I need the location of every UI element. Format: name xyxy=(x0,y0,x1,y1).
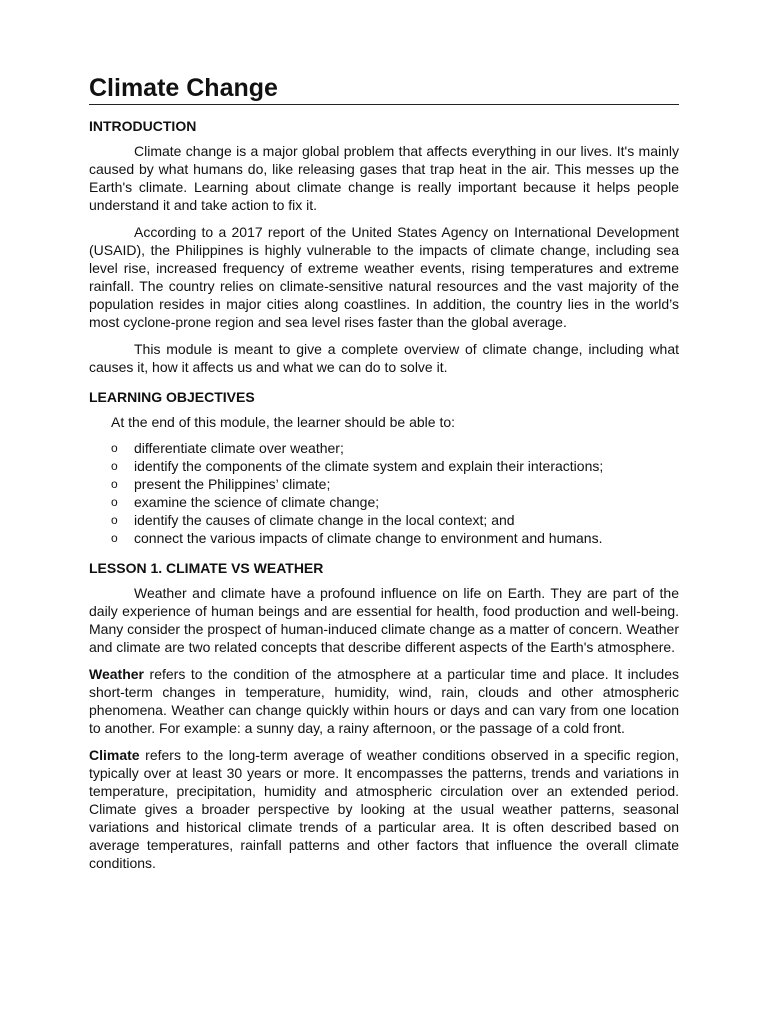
climate-definition-text: refers to the long-term average of weather conditions observed in a specific region, typically over at least 30 years or more. It encompasses the patterns, trends and variations in temperature, precipitation, humidity and atmospheric circulation over an extended period. Climate gives a broader perspective by looking at the usual weather patterns, seasonal variations and historical climate trends of a particular area. It is often described based on average temperatures, rainfall patterns and other factors that influence the overall climate conditions. xyxy=(89,747,679,871)
bullet-icon: o xyxy=(111,477,118,491)
weather-term: Weather xyxy=(89,666,144,682)
weather-definition-paragraph xyxy=(89,665,679,737)
weather-definition-text: refers to the condition of the atmosphere at a particular time and place. It includes short-term changes in temperature, humidity, wind, rain, clouds and other atmospheric phenomena. Weather can change quickly within hours or days and can vary from one location to another. For example: a sunny day, a rainy afternoon, or the passage of a cold front. xyxy=(89,666,679,736)
introduction-paragraph-1: Climate change is a major global problem that affects everything in our lives. It's mainly caused by what humans do, like releasing gases that trap heat in the air. This messes up the Earth's climate. Learning about climate change is really important because it helps people understand it and take action to fix it. xyxy=(89,143,679,213)
lesson1-heading: LESSON 1. CLIMATE VS WEATHER xyxy=(89,560,324,576)
list-item: o identify the causes of climate change in the local context; and xyxy=(111,512,515,528)
list-item: o present the Philippines’ climate; xyxy=(111,476,331,492)
bullet-icon: o xyxy=(111,531,118,545)
introduction-paragraph-3: This module is meant to give a complete overview of climate change, including what causes it, how it affects us and what we can do to solve it. xyxy=(89,341,679,375)
bullet-icon: o xyxy=(111,459,118,473)
bullet-icon: o xyxy=(111,441,118,455)
objectives-heading: LEARNING OBJECTIVES xyxy=(89,389,255,405)
bullet-icon: o xyxy=(111,513,118,527)
climate-definition-paragraph xyxy=(89,746,679,872)
objectives-list xyxy=(89,439,679,547)
objectives-lead: At the end of this module, the learner should be able to: xyxy=(111,414,456,430)
bullet-icon: o xyxy=(111,495,118,509)
lesson1-intro-paragraph: Weather and climate have a profound influence on life on Earth. They are part of the daily experience of human beings and are essential for health, food production and well-being. Many consider the prospect of human-induced climate change as a matter of concern. Weather and climate are two related concepts that describe different aspects of the Earth's atmosphere. xyxy=(89,585,679,655)
introduction-paragraph-2: According to a 2017 report of the United States Agency on International Development (USAID), the Philippines is highly vulnerable to the impacts of climate change, including sea level rise, increased frequency of extreme weather events, rising temperatures and extreme rainfall. The country relies on climate-sensitive natural resources and the vast majority of the population resides in major cities along coastlines. In addition, the country lies in the world’s most cyclone-prone region and sea level rises faster than the global average. xyxy=(89,224,679,330)
list-item: o connect the various impacts of climate change to environment and humans. xyxy=(111,530,603,546)
climate-term: Climate xyxy=(89,747,140,763)
list-item: o identify the components of the climate system and explain their interactions; xyxy=(111,458,604,474)
list-item: o examine the science of climate change; xyxy=(111,494,380,510)
introduction-heading: INTRODUCTION xyxy=(89,118,197,134)
page-title: Climate Change xyxy=(89,73,679,105)
list-item: o differentiate climate over weather; xyxy=(111,440,344,456)
